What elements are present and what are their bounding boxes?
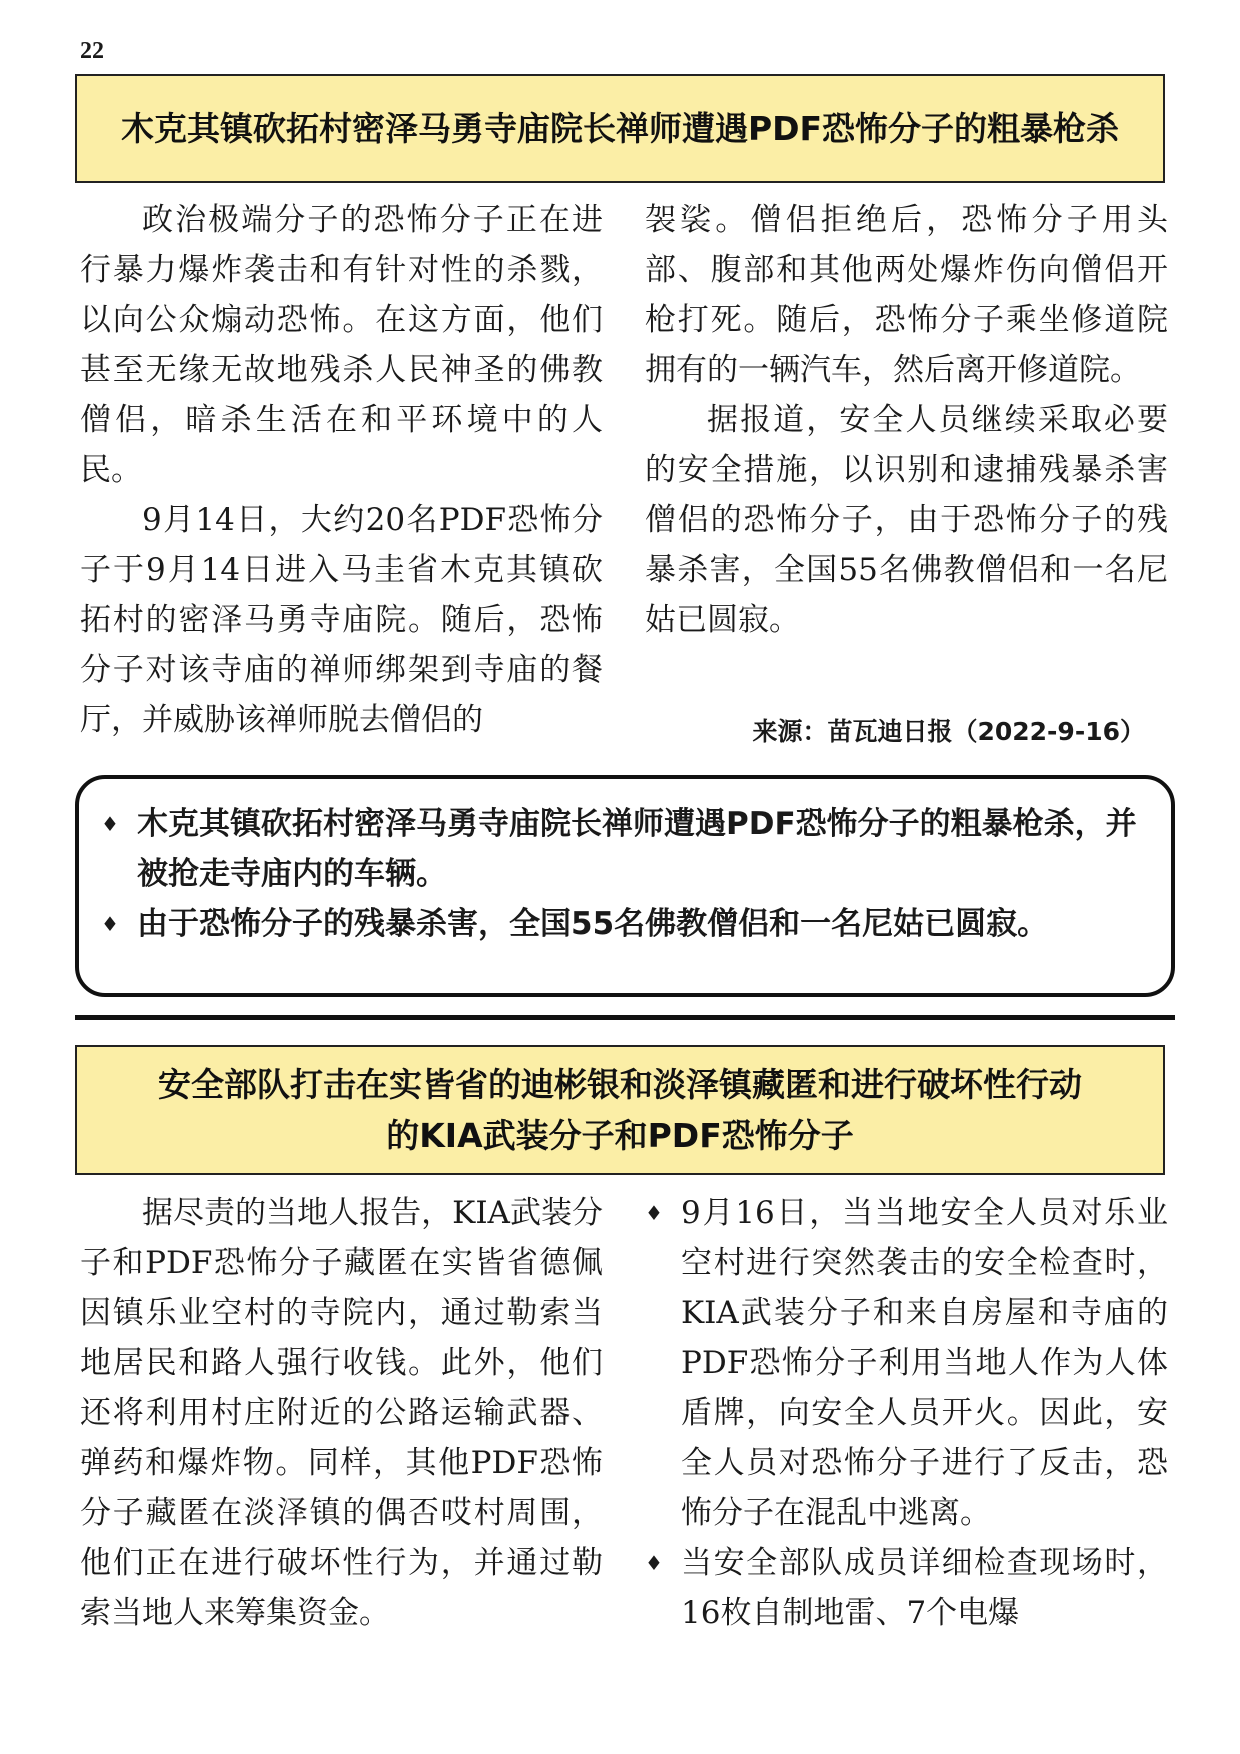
page-number: 22 — [80, 38, 104, 64]
diamond-bullet-icon: ♦ — [101, 812, 119, 836]
article1-paragraph-3: 据报道，安全人员继续采取必要的安全措施，以识别和逮捕残暴杀害僧侣的恐怖分子，由于恐怖分子的残暴杀害，全国55名佛教僧侣和一名尼姑已圆寂。 — [645, 402, 1168, 638]
article1-paragraph-1: 政治极端分子的恐怖分子正在进行暴力爆炸袭击和有针对性的杀戮，以向公众煽动恐怖。在这方面，他们甚至无缘无故地残杀人民神圣的佛教僧侣，暗杀生活在和平环境中的人民。 — [80, 202, 603, 488]
summary-item-text: 木克其镇砍拓村密泽马勇寺庙院长禅师遭遇PDF恐怖分子的粗暴枪杀，并被抢走寺庙内的车辆。 — [137, 806, 1137, 892]
diamond-bullet-icon: ♦ — [645, 1201, 663, 1225]
article2-left-column — [80, 1188, 603, 1638]
article2-title-line1: 安全部队打击在实皆省的迪彬银和淡泽镇藏匿和进行破坏性行动 — [158, 1064, 1082, 1104]
article1-left-column — [80, 195, 603, 745]
article2-title — [75, 1045, 1165, 1175]
article2-bullet-text: 当安全部队成员详细检查现场时，16枚自制地雷、7个电爆 — [681, 1545, 1168, 1631]
section-divider — [75, 1015, 1175, 1020]
summary-list — [97, 799, 1141, 949]
article2-bullet-item — [645, 1188, 1168, 1538]
article1-paragraph-2: 9月14日，大约20名PDF恐怖分子于9月14日进入马圭省木克其镇砍拓村的密泽马勇寺庙院。随后，恐怖分子对该寺庙的禅师绑架到寺庙的餐厅，并威胁该禅师脱去僧侣的 — [80, 502, 603, 738]
article1-paragraph-continuation: 袈裟。僧侣拒绝后，恐怖分子用头部、腹部和其他两处爆炸伤向僧侣开枪打死。随后，恐怖分子乘坐修道院拥有的一辆汽车，然后离开修道院。 — [645, 202, 1168, 388]
article2-bullet-list — [645, 1188, 1168, 1638]
summary-item-text: 由于恐怖分子的残暴杀害，全国55名佛教僧侣和一名尼姑已圆寂。 — [137, 906, 1049, 942]
diamond-bullet-icon: ♦ — [645, 1551, 663, 1575]
summary-item — [97, 799, 1141, 899]
article1-source: 来源：苗瓦迪日报（2022-9-16） — [752, 717, 1145, 746]
summary-box — [75, 775, 1175, 997]
diamond-bullet-icon: ♦ — [101, 912, 119, 936]
article2-bullet-text: 9月16日，当当地安全人员对乐业空村进行突然袭击的安全检查时，KIA武装分子和来自房屋和寺庙的PDF恐怖分子利用当地人作为人体盾牌，向安全人员开火。因此，安全人员对恐怖分子进行了反击，恐怖分子在混乱中逃离。 — [681, 1195, 1168, 1531]
article1-right-column — [645, 195, 1168, 645]
article2-title-line2: 的KIA武装分子和PDF恐怖分子 — [386, 1116, 854, 1155]
article2-paragraph-1: 据尽责的当地人报告，KIA武装分子和PDF恐怖分子藏匿在实皆省德佩因镇乐业空村的寺院内，通过勒索当地居民和路人强行收钱。此外，他们还将利用村庄附近的公路运输武器、弹药和爆炸物。同样，其他PDF恐怖分子藏匿在淡泽镇的偶否哎村周围，他们正在进行破坏性行为，并通过勒索当地人来筹集资金。 — [80, 1195, 603, 1631]
article2-bullet-item — [645, 1538, 1168, 1638]
article2-right-column — [645, 1188, 1168, 1638]
article1-title-text: 木克其镇砍拓村密泽马勇寺庙院长禅师遭遇PDF恐怖分子的粗暴枪杀 — [120, 108, 1120, 148]
article1-title — [75, 74, 1165, 183]
summary-item — [97, 899, 1141, 949]
